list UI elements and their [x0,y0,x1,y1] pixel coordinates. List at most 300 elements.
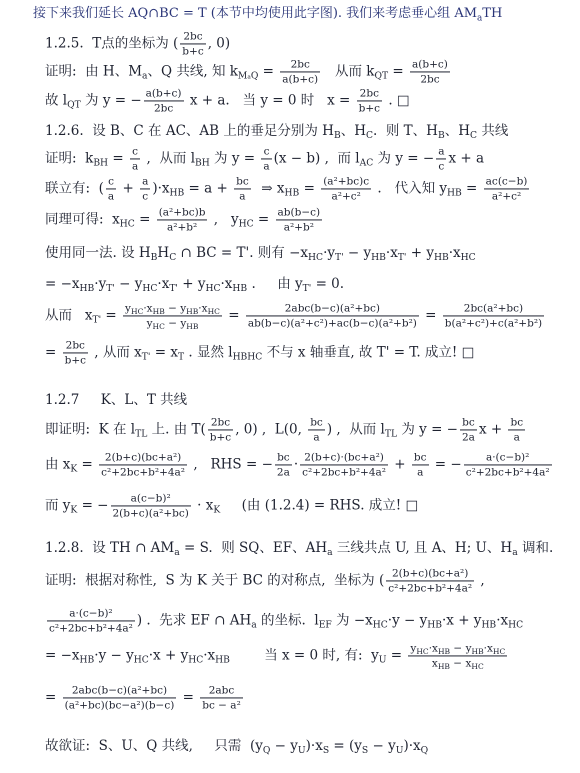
text-run: 2(b+c)·(bc+a²) [304,451,384,464]
subscript: U [395,745,404,757]
subscript: a [512,547,518,559]
subscript: AC [359,157,374,169]
fraction-denominator [357,102,382,115]
fraction-denominator [111,507,191,520]
text-run: )·x [305,737,323,754]
subscript: Q [420,745,429,757]
text-run: bc [236,175,249,188]
fraction [123,302,222,332]
text-run: ∩ BC = T'. 则有 −x [176,244,309,261]
fraction [106,175,116,202]
text-run: . 由 y [247,275,303,292]
text-run: 1.2.5. T点的坐标为 ( [45,35,179,52]
subscript: EF [318,619,332,631]
text-run: 由 x [45,456,71,473]
lemma-1-2-7-proof-line-3 [45,492,418,519]
text-run: b+c [209,431,232,444]
text-run: 上. 由 T( [147,421,206,438]
subscript: K [213,504,221,516]
fraction-numerator [357,87,382,101]
text-run: c²+2bc+b²+4a² [49,622,133,635]
fraction [386,567,474,594]
fraction-numerator [99,451,187,465]
text-run: x + [478,421,507,438]
fraction-numerator [408,642,507,656]
subscript: S [361,745,369,757]
subscript: HB [437,647,451,657]
subscript: MₐQ [237,70,259,82]
text-run: 为 y = − [397,421,458,438]
fraction-denominator [200,699,243,712]
text-run: , [476,572,485,589]
fraction [246,302,419,329]
fraction [460,416,477,443]
subscript: HB [186,322,199,332]
fraction [234,175,251,202]
subscript: TL [384,428,398,440]
text-run: = [253,211,274,228]
text-run: 证明: 由 H、M [45,63,143,80]
text-run: ·x [220,275,233,292]
fraction-numerator [140,175,150,189]
fraction-numerator [47,607,135,621]
text-run: )·x [403,737,421,754]
text-run: a [417,466,424,479]
subscript: HB [471,647,484,657]
fraction-numerator [484,175,530,189]
text-run: = 0. [311,275,345,292]
fraction-numerator [106,175,116,189]
subscript: HB [437,662,450,672]
text-run: ·x [385,244,398,261]
subscript: HC [142,283,158,295]
subscript: B [437,130,445,142]
text-run: ·x [143,302,153,315]
text-run: 2bc [153,102,174,115]
text-run: (x − b) , 而 l [273,150,360,167]
text-run: a·(c−b)² [485,451,530,464]
fraction-denominator [246,317,419,330]
lemma-1-2-7-proof-line-1 [45,416,527,443]
text-run: bc − a² [202,699,241,712]
fraction-denominator [144,102,184,115]
fraction-denominator [180,45,205,58]
fraction [308,416,325,443]
fraction [144,87,184,114]
lemma-1-2-6-proof-line-4 [45,244,476,264]
fraction-numerator [443,302,544,316]
text-run: , RHS = − [189,456,273,473]
subscript: HB [481,619,497,631]
subscript: HC [238,218,254,230]
lemma-1-2-6-proof-line-7 [45,339,474,366]
text-run: 从而 k [322,63,375,80]
text-run: = [258,63,279,80]
text-run: , y [209,211,239,228]
text-run: 1.2.7 K、L、T 共线 [45,391,188,408]
text-run: 为 −x [331,612,373,629]
fraction [261,145,271,172]
fraction-denominator [308,431,325,444]
lemma-1-2-6-proof-line-3 [45,206,324,233]
text-run: a²+c² [491,190,522,203]
text-run: = [223,307,244,324]
subscript: HC [188,654,204,666]
text-run: ·y [323,244,335,261]
text-run: b(a²+c²)+c(a²+b²) [444,317,543,330]
fraction [484,175,530,202]
text-run: (a²+bc)c [323,175,370,188]
fraction [200,684,243,711]
text-run: + y [406,244,434,261]
text-run: ·x [496,612,509,629]
fraction [443,302,544,329]
fraction-denominator [63,354,88,367]
fraction [410,58,450,85]
subscript: HB [79,654,95,666]
text-run: y [125,302,131,315]
fraction-denominator [386,582,474,595]
subscript: HB [433,252,449,264]
text-run: b+c [64,354,87,367]
text-run: 三线共点 U, 且 A、H; U、H [332,539,513,556]
text-run: a(c−b)² [130,492,171,505]
text-run: 、H [340,122,366,139]
subscript: T' [397,252,407,264]
text-run: TH [482,6,503,22]
text-run: ·x [198,302,208,315]
subscript: QT [67,99,81,111]
subscript: HB [232,283,248,295]
text-run: bc [510,416,524,429]
text-run: 当 x = 0 时, 有: y [229,647,379,664]
subscript: HC [207,307,220,317]
fraction-denominator [47,622,135,635]
text-run: ·y − y [94,647,134,664]
text-run: 2bc [420,73,440,86]
text-run: a [313,431,320,444]
fraction-denominator [157,221,208,234]
fraction [508,416,525,443]
text-run: = S. 则 SQ、EF、AH [179,539,328,556]
subscript: HB [371,252,386,264]
fraction-numerator [63,339,88,353]
fraction-denominator [275,466,292,479]
text-run: 2abc [208,684,235,697]
text-run: . 代入知 y [373,180,448,197]
text-run: a²+b² [283,221,314,234]
text-run: x + a. 当 y = 0 时 x = [185,92,355,109]
subscript: K [70,463,78,475]
lemma-1-2-7-proof-line-2 [45,451,554,478]
fraction-denominator [410,73,450,86]
subscript: HC [372,619,388,631]
fraction-denominator [464,466,552,479]
text-run: ab(b−c)(a²+c²)+ac(b−c)(a²+b²) [247,317,417,330]
text-run: 2bc [359,87,379,100]
subscript: HC [460,252,476,264]
text-run: = −x [45,647,80,664]
text-run: c [263,145,270,158]
text-run: ) . 先求 EF ∩ AH [136,612,252,629]
subscript: TL [135,428,148,440]
fraction [321,175,371,202]
text-run: a [239,190,246,203]
subscript: HC [133,654,149,666]
fraction-denominator [63,699,177,712]
text-run: = [101,307,122,324]
subscript: HC [308,252,324,264]
text-run: ·x [448,244,461,261]
text-run: ·x [428,642,438,655]
fraction-numerator [246,302,419,316]
fraction-denominator [408,657,507,670]
fraction [280,58,320,85]
text-run: . 显然 l [184,344,233,361]
lemma-1-2-6-statement [45,122,509,142]
intro-line [33,6,502,22]
text-run: ·y − y [387,612,428,629]
text-run: . 则 T、H [373,122,438,139]
fraction [275,451,292,478]
text-run: bc [310,416,323,429]
text-run: , 从而 l [142,150,196,167]
subscript: HC [130,307,144,317]
fraction-numerator [130,145,140,159]
fraction-denominator [261,160,271,173]
lemma-1-2-7-statement [45,392,187,408]
fraction-denominator [412,466,429,479]
text-run: 从而 x [45,307,93,324]
text-run: − y [450,642,472,655]
fraction [357,87,382,114]
lemma-1-2-5-proof-line-1 [45,58,452,85]
text-run: ·x + y [442,612,482,629]
fraction [412,451,429,478]
fraction [157,206,208,233]
subscript: B [333,130,341,142]
subscript: a [142,70,148,82]
text-run: ) , 从而 l [326,421,385,438]
fraction-denominator [443,317,544,330]
text-run: − y [343,244,372,261]
text-run: 2(b+c)(bc+a²) [104,451,182,464]
fraction-numerator [180,30,205,44]
subscript: HC [205,283,221,295]
text-run: b+c [358,102,381,115]
fraction-numerator [111,492,191,506]
fraction [140,175,150,202]
text-run: ab(b−c) [277,206,321,219]
text-run: a [107,190,115,203]
text-run: 2bc [183,30,203,43]
text-run: . □ [384,92,410,109]
subscript: HB [284,187,300,199]
text-run: 2(b+c)(a²+bc) [112,507,189,520]
fraction-denominator [280,73,320,86]
text-run: = −x [45,275,80,292]
text-run: − y [114,275,143,292]
text-run: = − [77,497,109,514]
text-run: c²+2bc+b²+4a² [302,466,386,479]
text-run: 2abc(b−c)(a²+bc) [71,684,168,697]
text-run: a²+b² [166,221,198,234]
lemma-1-2-6-proof-line-2 [45,175,531,202]
text-run: , 从而 x [90,344,142,361]
text-run: = [461,180,482,197]
fraction [180,30,205,57]
text-run: ·x [203,647,216,664]
subscript: a [327,547,333,559]
text-run: 故欲证: S、U、Q 共线, 只需 (y [45,737,263,754]
text-run: + [390,456,410,473]
subscript: C [470,130,478,142]
fraction-numerator [208,416,233,430]
fraction-numerator [200,684,243,698]
text-run: · x [192,497,214,514]
text-run: = [388,63,409,80]
lemma-1-2-8-proof-line-5 [45,737,429,757]
fraction-numerator [308,416,325,430]
fraction-numerator [508,416,525,430]
text-run: y [146,317,153,330]
fraction-numerator [386,567,474,581]
fraction-numerator [321,175,371,189]
text-run: bc [413,451,427,464]
text-run: = [45,344,61,361]
text-run: , 0) , L(0, [235,421,307,438]
text-run: c²+2bc+b²+4a² [388,582,473,595]
text-run: − y [270,737,298,754]
fraction-denominator [484,190,530,203]
text-run: a²+c² [331,190,361,203]
fraction-numerator [261,145,271,159]
text-run: c [142,190,149,203]
fraction-numerator [436,145,446,159]
fraction-denominator [460,431,477,444]
fraction [99,451,187,478]
subscript: QT [374,70,389,82]
lemma-1-2-6-proof-line-6 [45,302,546,332]
text-run: a·(c−b)² [69,607,113,620]
subscript: HB [169,187,185,199]
text-run: 、H [444,122,470,139]
text-run: 调和. [517,539,554,556]
lemma-1-2-5-statement [45,30,230,57]
fraction-numerator [300,451,388,465]
subscript: HC [152,322,165,332]
text-run: 2(b+c)(bc+a²) [391,567,469,580]
text-run: 为 y = − [373,150,435,167]
text-run: − y [164,302,187,315]
subscript: BH [195,157,210,169]
text-run: 2a [462,431,475,444]
fraction [111,492,191,519]
fraction-denominator [276,221,323,234]
text-run: 的坐标. l [256,612,319,629]
text-run: 即证明: K 在 l [45,421,136,438]
text-run: x [431,657,438,670]
fraction-numerator [460,416,477,430]
text-run: y [410,642,417,655]
subscript: T' [141,351,151,363]
text-run: 证明: k [45,150,94,167]
text-run: 联立有: ( [45,180,104,197]
text-run: 为 y = [209,150,260,167]
subscript: HBHC [232,351,263,363]
subscript: B [150,252,158,264]
fraction-denominator [99,466,187,479]
fraction [130,145,140,172]
fraction [436,145,446,172]
fraction-denominator [130,160,140,173]
subscript: T' [302,283,312,295]
subscript: HB [186,307,199,317]
text-run: c²+2bc+b²+4a² [465,466,550,479]
fraction-denominator [300,466,388,479]
subscript: K [70,504,78,516]
text-run: c²+2bc+b²+4a² [101,466,186,479]
text-run: = (y [329,737,362,754]
text-run: ·x [157,275,170,292]
text-run: 同理可得: x [45,211,120,228]
fraction [408,642,507,672]
text-run: H [157,244,170,261]
text-run: a(b+c) [145,87,182,100]
text-run: = [178,689,199,706]
text-run: = [77,456,98,473]
fraction [208,416,233,443]
lemma-1-2-8-proof-line-2 [45,607,523,634]
text-run: 2bc [65,339,85,352]
fraction-numerator [464,451,552,465]
text-run: − y [164,317,187,330]
text-run: 故 l [45,92,68,109]
fraction-denominator [234,190,251,203]
lemma-1-2-8-proof-line-1 [45,567,485,594]
text-run: c [438,160,445,173]
subscript: a [251,619,257,631]
lemma-1-2-6-proof-line-1 [45,145,484,172]
subscript: HC [471,662,484,672]
lemma-1-2-6-proof-line-5 [45,275,345,295]
fraction-denominator [508,431,525,444]
text-run: x + a [448,150,485,167]
text-run: 接下来我们延长 AQ∩BC = T (本节中均使用此字图). 我们来考虑垂心组 AM [33,6,478,22]
subscript: C [169,252,177,264]
text-run: = [420,307,441,324]
text-run: = [386,647,407,664]
subscript: T [177,351,185,363]
text-run: 使用同一法. 设 H [45,244,151,261]
text-run: a [438,145,445,158]
subscript: T' [169,283,178,295]
subscript: C [365,130,374,142]
lemma-1-2-8-proof-line-4 [45,684,245,711]
text-run: (a²+bc)(bc−a²)(b−c) [64,699,175,712]
subscript: HB [79,283,95,295]
fraction [300,451,388,478]
subscript: S [322,745,330,757]
text-run: ·y [94,275,107,292]
text-run: a(b+c) [412,58,448,71]
lemma-1-2-8-statement [45,539,554,559]
subscript: a [174,547,180,559]
text-run: = a + [184,180,233,197]
fraction-numerator [275,451,292,465]
fraction-numerator [123,302,222,316]
text-run: 、Q 共线, 知 k [147,63,238,80]
